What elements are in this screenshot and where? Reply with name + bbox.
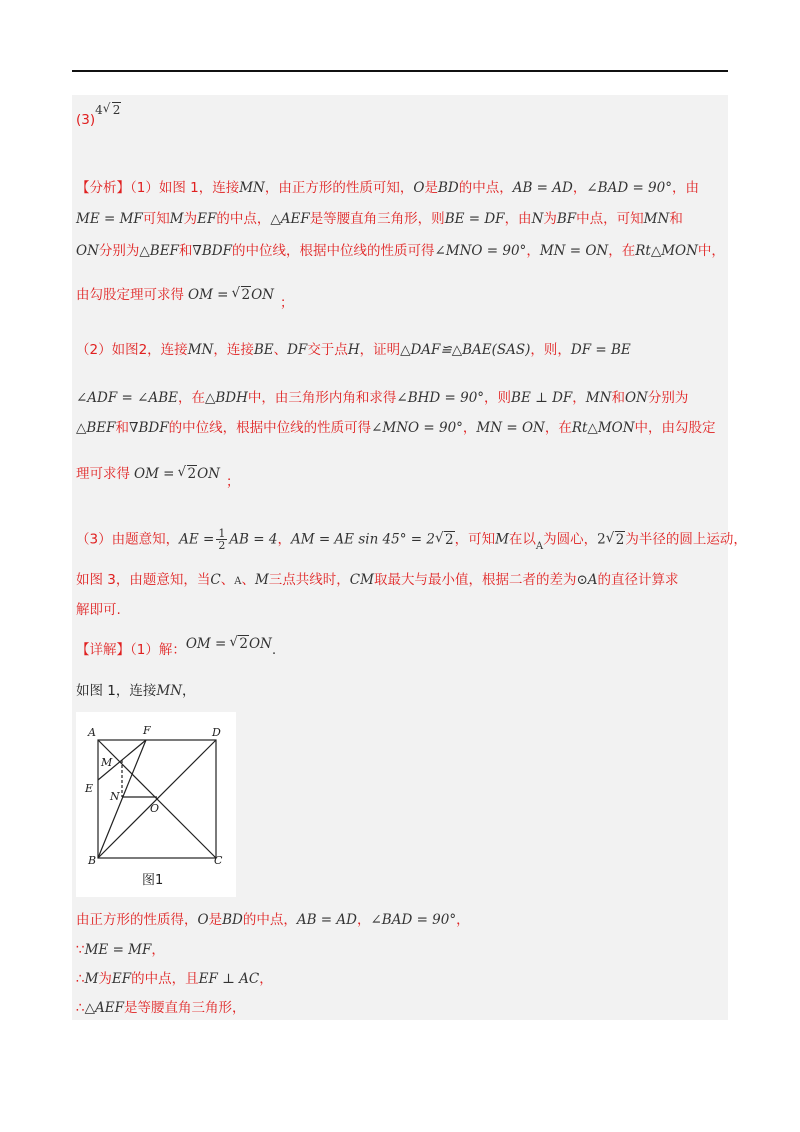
sqrt: √ 2 [178,464,198,484]
part3-coef: 4 [95,103,103,117]
text: ，可知 [454,531,496,548]
part3-sqrt: √ 2 [103,100,122,120]
math: ON [197,466,220,482]
analysis-line-1 [76,178,699,198]
math: △AEF [270,211,310,227]
text: （2）如图2，连接 [76,342,188,358]
math: ME = MF [76,211,143,227]
analysis-line-7 [76,418,716,438]
text: ，由 [504,211,532,227]
part3-answer [76,100,121,128]
math: MN [156,683,183,699]
sqrt: √ 2 [435,530,455,550]
math: BD [222,912,243,928]
math: MN [585,390,612,406]
analysis-heading: 【分析】 [76,180,130,196]
figure-1 [76,712,236,897]
math: ∠BAD = 90° [370,912,457,928]
math: AE = [179,531,215,548]
analysis-line-2 [76,209,683,229]
label-e: E [85,782,94,795]
math: DF [287,342,308,358]
label-b: B [88,854,97,867]
label-o: O [150,802,160,815]
text: ， [526,243,540,259]
text: （1）解： [130,642,186,658]
text: 解即可. [76,602,121,618]
math: ME = MF [84,942,152,958]
text: ，在 [608,243,636,259]
text: 交于点 [307,342,348,358]
text: 中，由三角形内角和求得 [247,390,397,406]
math: CM [349,572,374,588]
part3-label: (3) [76,112,96,128]
math: O [197,912,209,928]
text: 分别为 [647,390,689,406]
math: MN [187,342,214,358]
text: 如图 1，连接 [76,683,157,699]
math: ∇BDF [192,243,232,259]
analysis-line-10 [76,570,679,592]
text: 中， [697,243,725,259]
fraction: $\frac{1}{2}$ [218,527,226,552]
math: M [169,211,184,227]
detail-heading: 【详解】 [76,642,130,658]
text: 、 [273,342,288,358]
text: 理可求得 [76,466,130,482]
text: 为 [183,211,198,227]
text: ∵ [76,942,85,958]
text: 为半径的圆上运动， [625,531,747,548]
math: Rt△MON [635,243,698,259]
math: A [535,540,544,552]
math: M [84,971,99,987]
text: ，由正方形的性质可知， [264,180,414,196]
text: ， [456,912,470,928]
sqrt: √ 2 [606,530,626,550]
text: ，则， [530,342,571,358]
text: 为 [543,211,557,227]
math: BE [253,342,274,358]
math: ON [251,287,274,303]
math: △AEF [84,1000,124,1016]
text: 是 [208,912,223,928]
analysis-line-11 [76,600,121,620]
text: ，由 [671,180,699,196]
text: 分别为 [98,243,140,259]
label-f: F [143,724,151,737]
figure-caption: 图1 [142,873,164,888]
detail-line-6 [76,998,245,1018]
text: 的中点，且 [131,971,199,987]
math: ∠ADF = ∠ABE [76,390,178,406]
text: ∴ [76,1000,85,1016]
math: ∠MNO = 90° [434,243,527,259]
text: ，证明 [359,342,401,358]
math: MN [643,211,670,227]
text: 和 [115,420,130,436]
detail-line-2 [76,681,196,701]
text: ， [462,420,477,436]
text: 中，由勾股定 [634,420,716,436]
math: DF = BE [570,342,631,358]
math: Rt△MON [571,420,635,436]
math: ⊙A [576,572,598,588]
math: BE = DF [444,211,505,227]
text: 由正方形的性质得， [76,912,198,928]
math: H [347,342,360,358]
text: 在以 [508,531,536,548]
math: M [495,531,509,548]
math: BF [556,211,577,227]
math: △BEF [139,243,179,259]
label-m: M [101,756,113,769]
text: 取最大与最小值，根据二者的差为 [373,572,577,588]
text: 为圆心， [543,531,598,548]
text: 、 [241,572,255,588]
math: OM = [134,466,175,482]
text: ， [277,531,291,548]
math: ∇BDF [129,420,169,436]
text: ，在 [544,420,572,436]
text: 三点共线时， [268,572,350,588]
text: 的直径计算求 [597,572,679,588]
math: AB = 4 [229,531,278,548]
figure-1-diagram [76,712,236,897]
math: ∠MNO = 90° [371,420,463,436]
label-d: D [212,726,221,739]
analysis-line-9 [76,528,747,552]
math: ∠BAD = 90° [586,180,672,196]
text: ， [572,180,587,196]
text: ，则 [484,390,512,406]
text: 是等腰直角三角形，则 [309,211,445,227]
math: M [254,572,269,588]
label-c: C [214,854,223,867]
math: 2 [597,531,606,548]
math: O [413,180,425,196]
text: （1）如图 1，连接 [130,180,240,196]
math: △DAF≌△BAE(SAS) [400,342,531,358]
text: ， [151,942,165,958]
text: 和 [669,211,683,227]
analysis-line-8 [76,464,240,490]
text: 是等腰直角三角形， [123,1000,246,1016]
math: MN = ON [476,420,545,436]
math: MN = ON [539,243,609,259]
math: ON [248,636,272,652]
math: ∠BHD = 90° [396,390,485,406]
text: ， [259,971,273,987]
math: EF [111,971,132,987]
label-n: N [110,790,120,803]
detail-line-3 [76,910,470,930]
math: EF ⊥ AC [198,971,260,987]
math: AB = AD [296,912,357,928]
math: AM = AE sin 45° = 2 [290,531,435,548]
text: 的中位线，根据中位线的性质可得 [231,243,435,259]
text: ，在 [177,390,205,406]
text: 的中点， [242,912,297,928]
detail-line-5 [76,969,273,989]
math: △BDH [204,390,248,406]
text: 由勾股定理可求得 [76,287,184,303]
text: 的中点， [216,211,271,227]
text: ； [225,474,240,490]
text: 的中位线，根据中位线的性质可得 [168,420,372,436]
math: C [210,572,221,588]
math: OM = [185,636,227,652]
math: ON [76,243,99,259]
text: 的中点， [458,180,513,196]
text: 可知 [142,211,170,227]
text: ， [182,683,196,699]
text: 、 [220,572,235,588]
text: 和 [178,243,193,259]
math: MN [239,180,265,196]
label-a: A [88,726,96,739]
text: ； [279,295,294,311]
text: 和 [611,390,625,406]
analysis-line-6 [76,388,688,408]
detail-line-4 [76,940,165,960]
analysis-line-5 [76,340,631,360]
text: ， [572,390,586,406]
math: N [531,211,544,227]
text: . [271,642,277,658]
text: 中点，可知 [576,211,644,227]
text: 为 [98,971,112,987]
math: A [234,576,242,587]
math: BE ⊥ DF [511,390,573,406]
sqrt: √ 2 [229,634,249,654]
text: ， [356,912,371,928]
math: ON [624,390,648,406]
text: 如图 3，由题意知，当 [76,572,211,588]
math: △BEF [76,420,116,436]
text: （3）由题意知， [76,531,180,548]
analysis-line-4 [76,285,294,311]
math: AB = AD [512,180,573,196]
sqrt: √ 2 [232,285,252,305]
text: 是 [424,180,438,196]
math: EF [197,211,217,227]
header-rule [72,70,728,72]
math: BD [437,180,459,196]
text: ，连接 [213,342,254,358]
analysis-line-3 [76,241,725,261]
text: ∴ [76,971,85,987]
detail-line-1 [76,636,277,660]
math: OM = [188,287,229,303]
